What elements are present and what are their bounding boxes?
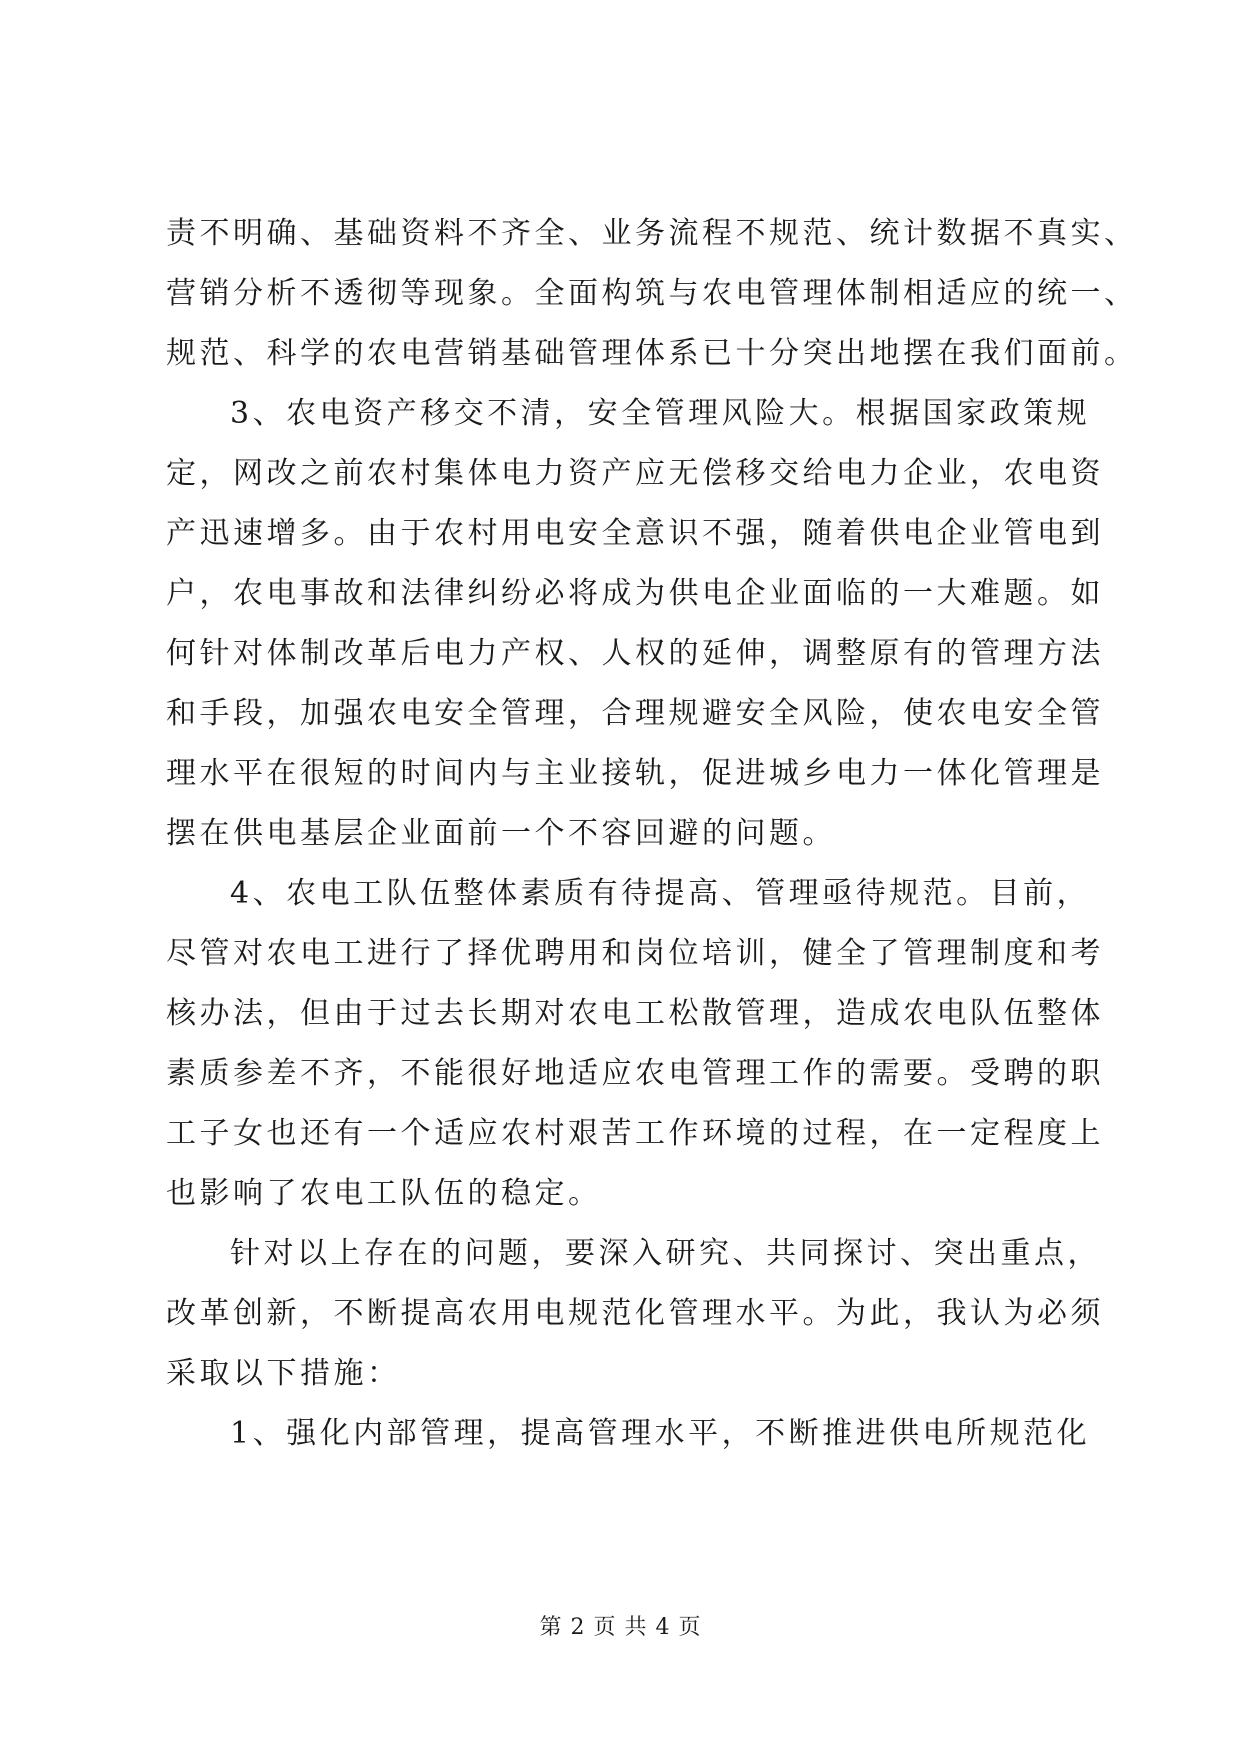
paragraph-start-line: 针对以上存在的问题，要深入研究、共同探讨、突出重点， bbox=[230, 1236, 1101, 1271]
text-line: 产迅速增多。由于农村用电安全意识不强，随着供电企业管电到 bbox=[166, 516, 1104, 551]
paragraph-start-line: 4、农电工队伍整体素质有待提高、管理亟待规范。目前， bbox=[230, 876, 1091, 911]
text-line: 也影响了农电工队伍的稳定。 bbox=[166, 1176, 602, 1211]
document-body bbox=[166, 204, 1138, 1464]
text-line: 素质参差不齐，不能很好地适应农电管理工作的需要。受聘的职 bbox=[166, 1056, 1104, 1091]
text-line: 户，农电事故和法律纠纷必将成为供电企业面临的一大难题。如 bbox=[166, 576, 1104, 611]
text-line: 营销分析不透彻等现象。全面构筑与农电管理体制相适应的统一、 bbox=[166, 276, 1138, 311]
text-line: 规范、科学的农电营销基础管理体系已十分突出地摆在我们面前。 bbox=[166, 336, 1138, 371]
text-line: 摆在供电基层企业面前一个不容回避的问题。 bbox=[166, 816, 836, 851]
text-line: 尽管对农电工进行了择优聘用和岗位培训，健全了管理制度和考 bbox=[166, 936, 1104, 971]
paragraph-start-line: 3、农电资产移交不清，安全管理风险大。根据国家政策规 bbox=[230, 396, 1091, 431]
text-line: 改革创新，不断提高农用电规范化管理水平。为此，我认为必须 bbox=[166, 1296, 1104, 1331]
text-line: 定，网改之前农村集体电力资产应无偿移交给电力企业，农电资 bbox=[166, 456, 1104, 491]
page-number-footer: 第 2 页 共 4 页 bbox=[539, 1615, 702, 1640]
paragraph-start-line: 1、强化内部管理，提高管理水平，不断推进供电所规范化 bbox=[230, 1416, 1091, 1451]
text-line: 和手段，加强农电安全管理，合理规避安全风险，使农电安全管 bbox=[166, 696, 1104, 731]
text-line: 责不明确、基础资料不齐全、业务流程不规范、统计数据不真实、 bbox=[166, 216, 1138, 251]
text-line: 采取以下措施： bbox=[166, 1356, 401, 1391]
text-line: 核办法，但由于过去长期对农电工松散管理，造成农电队伍整体 bbox=[166, 996, 1104, 1031]
text-line: 理水平在很短的时间内与主业接轨，促进城乡电力一体化管理是 bbox=[166, 756, 1104, 791]
text-line: 何针对体制改革后电力产权、人权的延伸，调整原有的管理方法 bbox=[166, 636, 1104, 671]
text-line: 工子女也还有一个适应农村艰苦工作环境的过程，在一定程度上 bbox=[166, 1116, 1104, 1151]
